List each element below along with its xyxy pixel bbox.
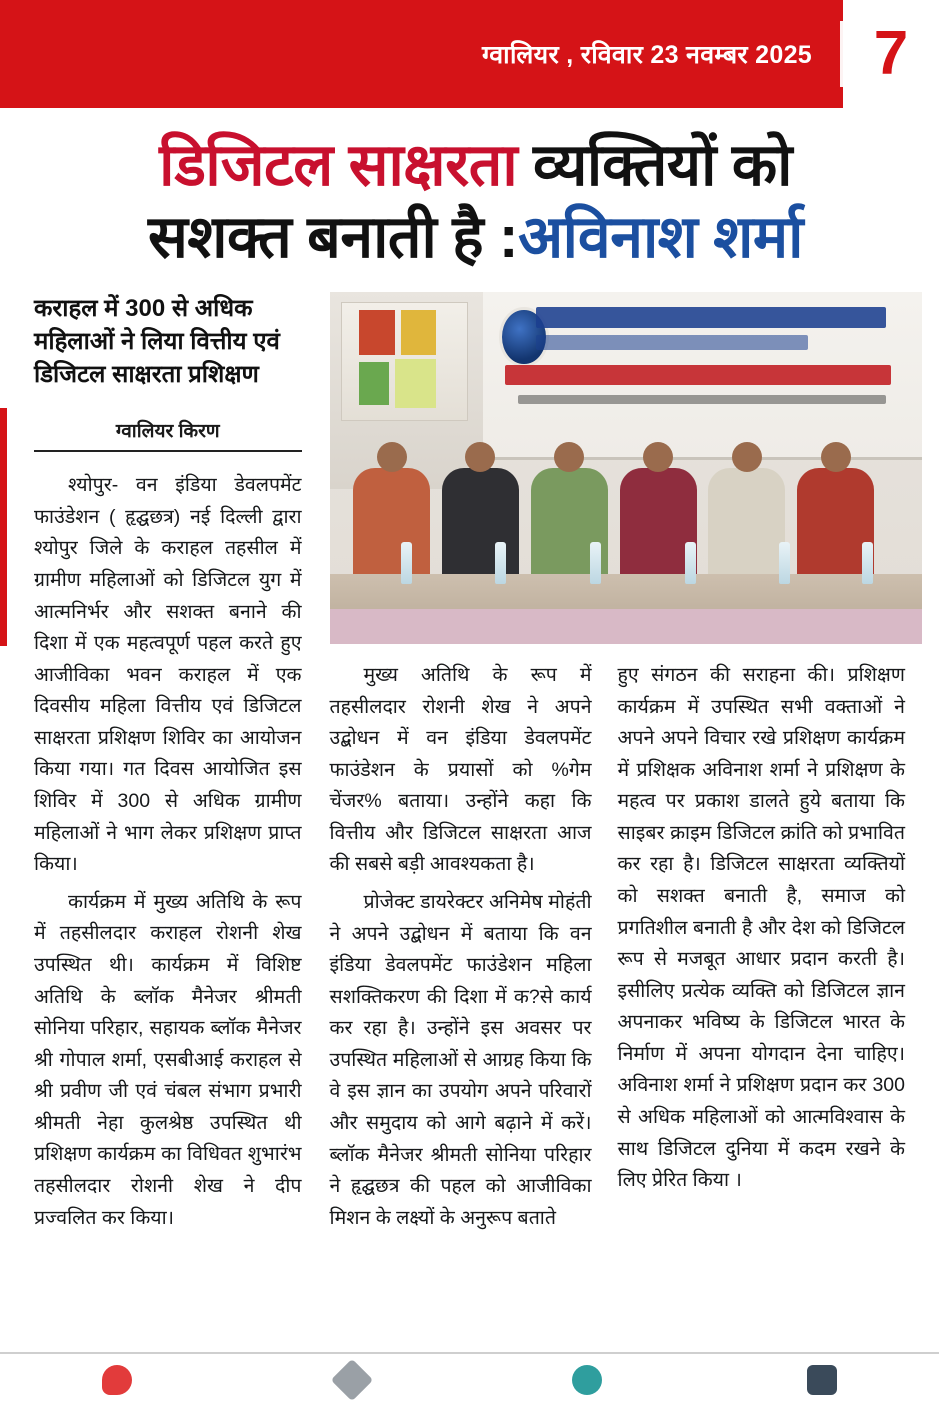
photo-water-bottle: [779, 542, 790, 584]
photo-product: [395, 359, 436, 408]
page-number: 7: [873, 19, 909, 88]
photo-person-head: [732, 442, 762, 472]
page-number-box: [843, 0, 939, 108]
photo-person: [708, 468, 785, 581]
article-photo: [330, 292, 922, 644]
paragraph: प्रोजेक्ट डायरेक्टर अनिमेष मोहंती ने अपने उद्बोधन में बताया कि वन इंडिया डेवलपमेंट फाउंडेशन महिला सशक्तिकरण की दिशा में क?से कार्य कर रहा है। उन्होंने इस अवसर पर उपस्थित महिलाओं से आग्रह किया कि वे इस ज्ञान का उपयोग अपने परिवारों और समुदाय को आगे बढ़ाने में करें। ब्लॉक मैनेजर श्रीमती सोनिया परिहार ने हृद्घछत्र की पहल को आजीविका मिशन के लक्ष्यों के अनुरूप बताते: [329, 890, 592, 1229]
byline: ग्वालियर किरण: [115, 421, 220, 443]
photo-person: [353, 468, 430, 581]
headline-part-red: डिजिटल साक्षरता: [159, 132, 518, 198]
photo-product: [359, 362, 389, 404]
photo-water-bottle: [685, 542, 696, 584]
headline-block: [0, 108, 939, 274]
photo-water-bottle: [590, 542, 601, 584]
headline-part-blue: अविनाश शर्मा: [518, 203, 803, 270]
banner-title-text: [536, 307, 886, 329]
photo-person-head: [554, 442, 584, 472]
photo-person-head: [821, 442, 851, 472]
byline-rule: [34, 450, 302, 452]
photo-product: [359, 310, 395, 356]
photo-person-head: [465, 442, 495, 472]
sub-headline: कराहल में 300 से अधिक महिलाओं ने लिया वित्तीय एवं डिजिटल साक्षरता प्रशिक्षण: [34, 294, 280, 389]
headline-part-black-2: सशक्त बनाती है :: [148, 203, 519, 270]
badge-icon: [807, 1365, 837, 1395]
photo-water-bottle: [401, 542, 412, 584]
paragraph: हुए संगठन की सराहना की। प्रशिक्षण कार्यक्रम में उपस्थित सभी वक्ताओं ने अपने अपने विचार रखे प्रशिक्षण कार्यक्रम में प्रशिक्षक अविनाश शर्मा ने प्रशिक्षण के महत्व पर प्रकाश डालते हुये बताया कि साइबर क्राइम डिजिटल क्रांति को प्रभावित कर रहा है। डिजिटल साक्षरता व्यक्तियों को सशक्त बनाती है, समाज को प्रगतिशील बनाती है और देश को डिजिटल रूप से मजबूत आधार प्रदान करती है। इसीलिए प्रत्येक व्यक्ति को डिजिटल ज्ञान अपनाकर भविष्य के डिजिटल भारत के निर्माण में अपना योगदान देना चाहिए। अविनाश शर्मा ने प्रशिक्षण प्रदान कर 300 से अधिक महिलाओं को आत्मविश्वास के साथ डिजिटल दुनिया में कदम रखने के लिए प्रेरित किया ।: [617, 663, 905, 1192]
photo-product: [401, 310, 437, 356]
photo-person-head: [377, 442, 407, 472]
banner-small-text: [518, 395, 886, 405]
column-one: [34, 292, 320, 1240]
photo-image: [330, 292, 922, 644]
paragraph: श्योपुर- वन इंडिया डेवलपमेंट फाउंडेशन ( हृद्घछत्र) नई दिल्ली द्वारा श्योपुर जिले के कराहल तहसील में ग्रामीण महिलाओं को डिजिटल युग में आत्मनिर्भर और सशक्त बनाने की दिशा में एक महत्वपूर्ण पहल करते हुए आजीविका भवन कराहल में एक दिवसीय महिला वित्तीय एवं डिजिटल साक्षरता प्रशिक्षण शिविर का आयोजन किया गया। गत दिवस आयोजित इस शिविर में 300 से अधिक ग्रामीण महिलाओं ने भाग लेकर प्रशिक्षण प्राप्त किया।: [34, 474, 302, 876]
headline-part-black-1: व्यक्तियों को: [517, 132, 792, 198]
photo-table-cloth: [330, 609, 922, 644]
photo-water-bottle: [495, 542, 506, 584]
flame-icon: [102, 1365, 132, 1395]
paragraph: कार्यक्रम में मुख्य अतिथि के रूप में तहसीलदार कराहल रोशनी शेख उपस्थित थी। कार्यक्रम में विशिष्ट अतिथि के ब्लॉक मैनेजर श्रीमती सोनिया परिहार, सहायक ब्लॉक मैनेजर श्री गोपाल शर्मा, एसबीआई कराहल से श्री प्रवीण जी एवं चंबल संभाग प्रभारी श्रीमती नेहा कुलश्रेष्ठ उपस्थित थी प्रशिक्षण कार्यक्रम का विधिवत शुभारंभ तहसीलदार रोशनी शेख ने दीप प्रज्वलित कर किया।: [34, 890, 302, 1229]
banner-red-strip: [505, 365, 891, 385]
article-body: [0, 274, 939, 1240]
kite-icon: [331, 1359, 373, 1401]
left-red-rule: [0, 408, 7, 646]
bottom-icon-strip: [0, 1352, 939, 1406]
photo-person-head: [643, 442, 673, 472]
photo-water-bottle: [862, 542, 873, 584]
photo-banner: [483, 292, 921, 460]
paragraph: मुख्य अतिथि के रूप में तहसीलदार रोशनी शेख ने अपने उद्बोधन में वन इंडिया डेवलपमेंट फाउंडेशन के प्रयासों को %गेम चेंजर% बताया। उन्होंने कहा कि वित्तीय और डिजिटल साक्षरता आज की सबसे बड़ी आवश्यकता है।: [329, 663, 592, 876]
masthead-divider: [840, 21, 843, 87]
photo-person: [442, 468, 519, 581]
column-two: [320, 292, 608, 1240]
banner-hindi-text: [536, 335, 808, 350]
page-title: [48, 130, 903, 274]
masthead-date: ग्वालियर , रविवार 23 नवम्बर 2025: [481, 41, 812, 69]
circle-icon: [572, 1365, 602, 1395]
masthead-bar: [0, 0, 939, 108]
